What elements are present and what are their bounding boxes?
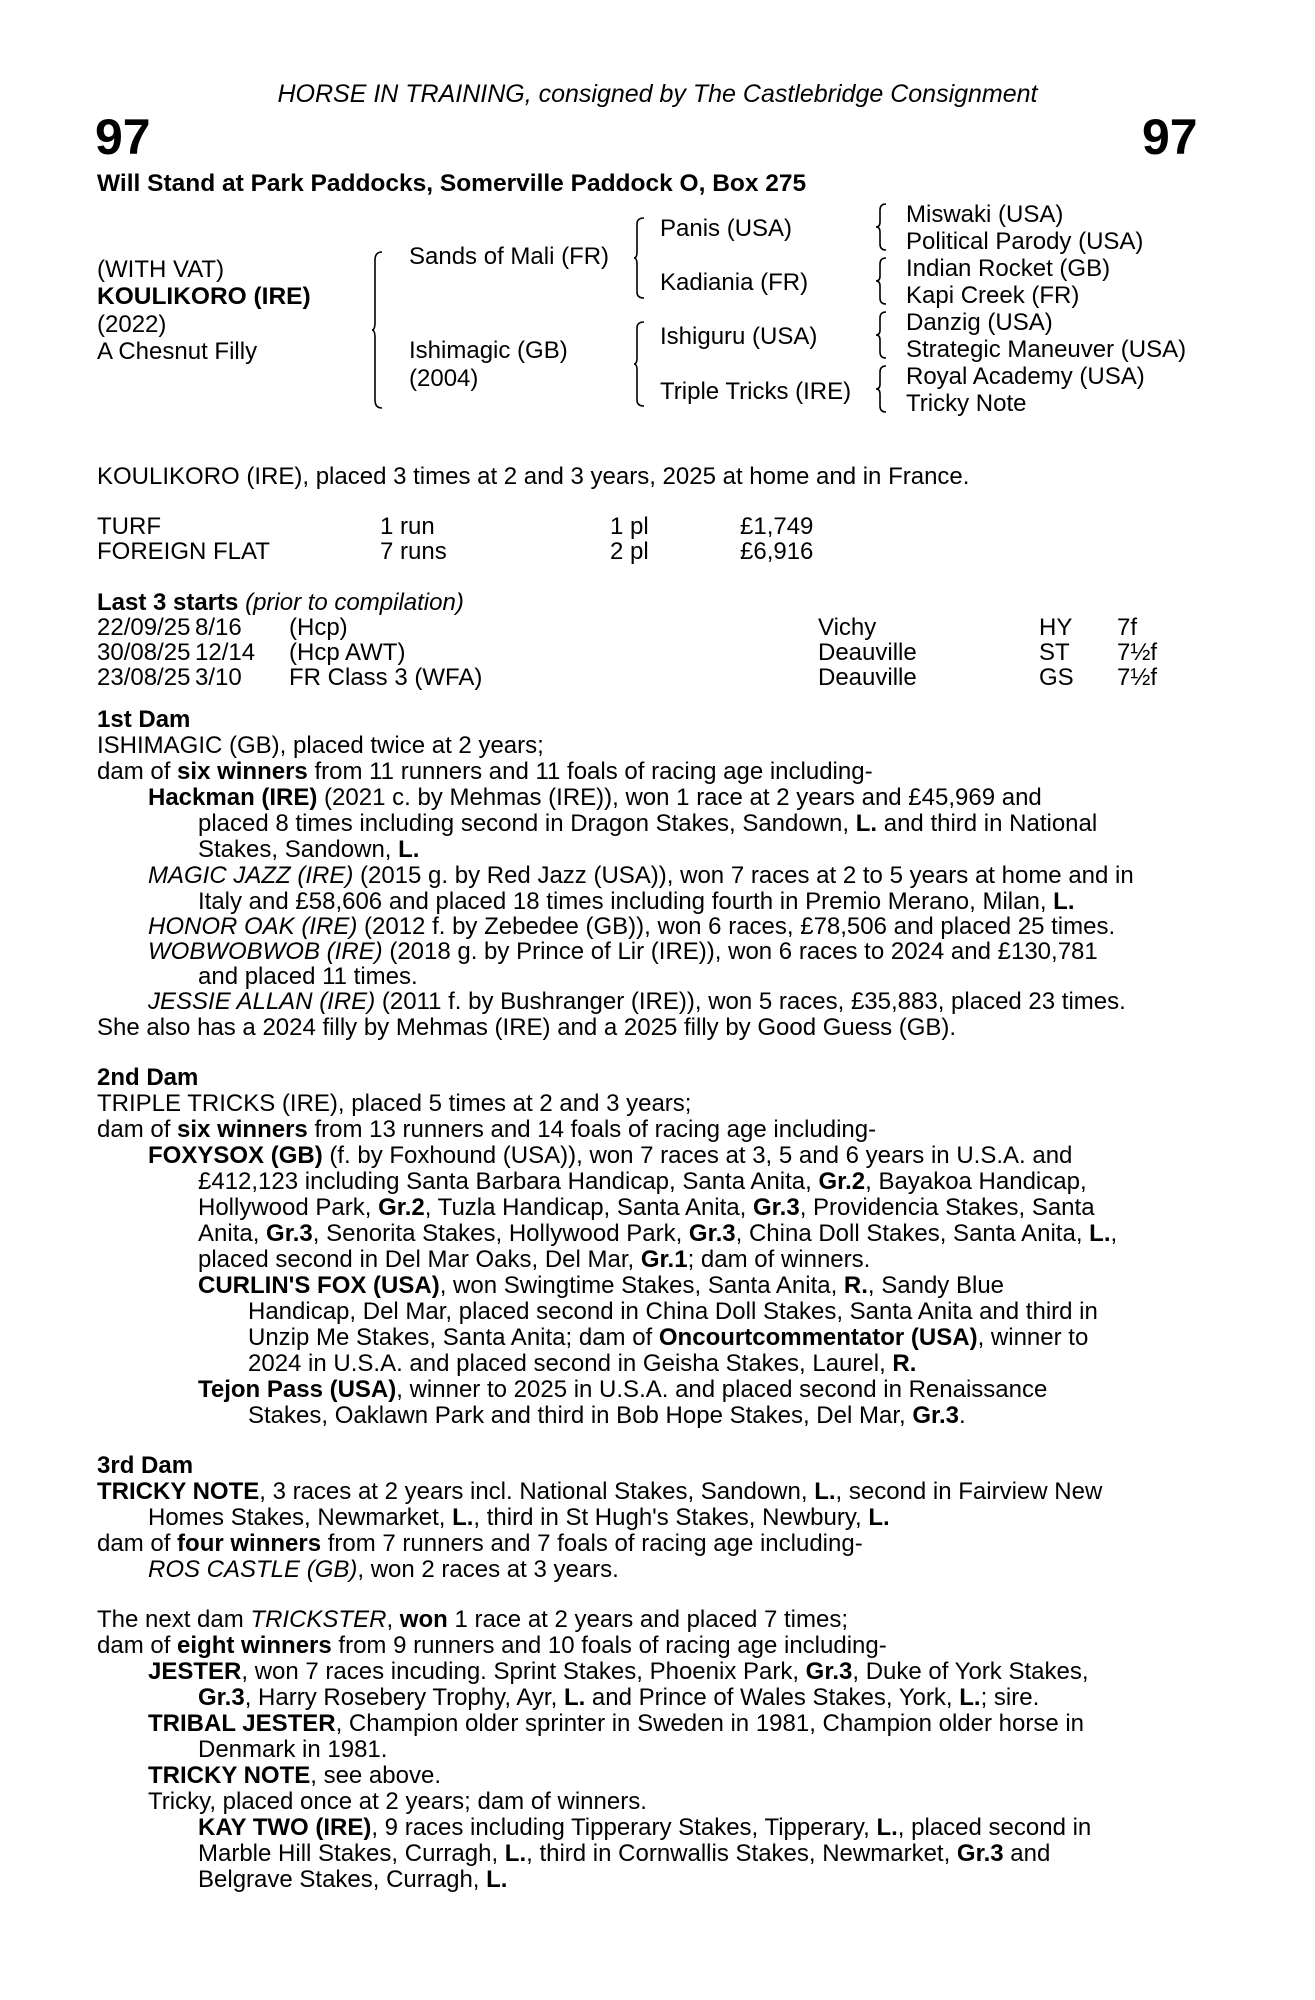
produce-tejon-pass: Tejon Pass (USA), winner to 2025 in U.S.A. and placed second in Renaissance bbox=[198, 1376, 1048, 1403]
brace-g56 bbox=[876, 310, 888, 360]
produce-tribal-jester: TRIBAL JESTER, Champion older sprinter in Sweden in 1981, Champion older horse in bbox=[148, 1710, 1085, 1737]
record-amount: £1,749 bbox=[740, 513, 814, 540]
dam-line: ISHIMAGIC (GB), placed twice at 2 years; bbox=[97, 732, 544, 759]
start-date: 30/08/25 bbox=[97, 639, 191, 666]
produce-hackman-l2: placed 8 times including second in Dragon Stakes, Sandown, L. and third in National bbox=[198, 810, 1098, 837]
produce-ros-castle: ROS CASTLE (GB), won 2 races at 3 years. bbox=[148, 1556, 619, 1583]
produce-foxysox-l2: £412,123 including Santa Barbara Handicap, Santa Anita, Gr.2, Bayakoa Handicap, bbox=[198, 1168, 1087, 1195]
g4: Kapi Creek (FR) bbox=[906, 282, 1080, 309]
produce-foxysox-l5: placed second in Del Mar Oaks, Del Mar, Gr.1; dam of winners. bbox=[198, 1246, 871, 1273]
start-course: Vichy bbox=[818, 614, 877, 641]
produce-hackman: Hackman (IRE) (2021 c. by Mehmas (IRE)), won 1 race at 2 years and £45,969 and bbox=[148, 784, 1042, 811]
produce-jester-l2: Gr.3, Harry Rosebery Trophy, Ayr, L. and Prince of Wales Stakes, York, L.; sire. bbox=[198, 1684, 1040, 1711]
start-going: HY bbox=[1039, 614, 1073, 641]
pedigree-brace-sire bbox=[634, 216, 646, 301]
horse-description: A Chesnut Filly bbox=[97, 338, 258, 365]
dam-line: The next dam TRICKSTER, won 1 race at 2 years and placed 7 times; bbox=[97, 1606, 848, 1633]
start-date: 22/09/25 bbox=[97, 614, 191, 641]
produce-hackman-l3: Stakes, Sandown, L. bbox=[198, 836, 420, 863]
dam: Ishimagic (GB) bbox=[409, 337, 568, 364]
start-position: 8/16 bbox=[195, 614, 242, 641]
sire: Sands of Mali (FR) bbox=[409, 243, 610, 270]
start-course: Deauville bbox=[818, 664, 917, 691]
g2: Political Parody (USA) bbox=[906, 228, 1144, 255]
horse-year: (2022) bbox=[97, 311, 167, 338]
produce-magic-jazz-l2: Italy and £58,606 and placed 18 times including fourth in Premio Merano, Milan, L. bbox=[198, 888, 1075, 915]
produce-tricky: Tricky, placed once at 2 years; dam of winners. bbox=[148, 1788, 647, 1815]
produce-tricky-note: TRICKY NOTE, see above. bbox=[148, 1762, 441, 1789]
start-position: 3/10 bbox=[195, 664, 242, 691]
dam-line-2: Homes Stakes, Newmarket, L., third in St Hugh's Stakes, Newbury, L. bbox=[148, 1504, 890, 1531]
start-date: 23/08/25 bbox=[97, 664, 191, 691]
g3: Indian Rocket (GB) bbox=[906, 255, 1111, 282]
produce-kay-two: KAY TWO (IRE), 9 races including Tipperary Stakes, Tipperary, L., placed second in bbox=[198, 1814, 1092, 1841]
record-runs: 1 run bbox=[380, 513, 435, 540]
brace-g12 bbox=[876, 202, 888, 252]
start-race: (Hcp) bbox=[289, 614, 348, 641]
start-course: Deauville bbox=[818, 639, 917, 666]
also-line: She also has a 2024 filly by Mehmas (IRE) and a 2025 filly by Good Guess (GB). bbox=[97, 1014, 957, 1041]
dam-dam: Triple Tricks (IRE) bbox=[660, 378, 852, 405]
record-type: TURF bbox=[97, 513, 161, 540]
vat-label: (WITH VAT) bbox=[97, 256, 225, 283]
start-going: GS bbox=[1039, 664, 1074, 691]
start-going: ST bbox=[1039, 639, 1070, 666]
start-position: 12/14 bbox=[195, 639, 256, 666]
pedigree-brace-dam bbox=[634, 320, 646, 410]
produce-wobwobwob: WOBWOBWOB (IRE) (2018 g. by Prince of Lir (IRE)), won 6 races to 2024 and £130,781 bbox=[148, 938, 1098, 965]
pedigree-brace-main bbox=[372, 250, 384, 410]
dam-year: (2004) bbox=[409, 365, 479, 392]
section-title: 3rd Dam bbox=[97, 1452, 194, 1479]
produce-curlins-fox-l4: 2024 in U.S.A. and placed second in Geisha Stakes, Laurel, R. bbox=[248, 1350, 917, 1377]
record-placed: 1 pl bbox=[610, 513, 649, 540]
dam-produce-line: dam of four winners from 7 runners and 7 foals of racing age including- bbox=[97, 1530, 863, 1557]
dam-produce-line: dam of six winners from 13 runners and 14 foals of racing age including- bbox=[97, 1116, 877, 1143]
sire-sire: Panis (USA) bbox=[660, 215, 793, 242]
last-starts-title: Last 3 starts (prior to compilation) bbox=[97, 589, 464, 616]
produce-kay-two-l2: Marble Hill Stakes, Curragh, L., third in Cornwallis Stakes, Newmarket, Gr.3 and bbox=[198, 1840, 1051, 1867]
start-distance: 7½f bbox=[1117, 639, 1158, 666]
horse-summary: KOULIKORO (IRE), placed 3 times at 2 and 3 years, 2025 at home and in France. bbox=[97, 463, 970, 490]
consignment-header: HORSE IN TRAINING, consigned by The Castlebridge Consignment bbox=[277, 80, 1038, 108]
brace-g78 bbox=[876, 364, 888, 414]
record-runs: 7 runs bbox=[380, 538, 447, 565]
produce-curlins-fox: CURLIN'S FOX (USA), won Swingtime Stakes, Santa Anita, R., Sandy Blue bbox=[198, 1272, 1005, 1299]
sire-dam: Kadiania (FR) bbox=[660, 269, 809, 296]
start-distance: 7½f bbox=[1117, 664, 1158, 691]
record-type: FOREIGN FLAT bbox=[97, 538, 270, 565]
dam-sire: Ishiguru (USA) bbox=[660, 323, 818, 350]
g7: Royal Academy (USA) bbox=[906, 363, 1145, 390]
dam-line: TRIPLE TRICKS (IRE), placed 5 times at 2 and 3 years; bbox=[97, 1090, 692, 1117]
start-race: FR Class 3 (WFA) bbox=[289, 664, 483, 691]
g8: Tricky Note bbox=[906, 390, 1027, 417]
lot-number-right: 97 bbox=[1142, 109, 1198, 165]
produce-wobwobwob-l2: and placed 11 times. bbox=[198, 963, 418, 990]
g5: Danzig (USA) bbox=[906, 309, 1053, 336]
dam-produce-line: dam of six winners from 11 runners and 11 foals of racing age including- bbox=[97, 758, 873, 785]
g1: Miswaki (USA) bbox=[906, 201, 1064, 228]
lot-number-left: 97 bbox=[95, 109, 151, 165]
start-race: (Hcp AWT) bbox=[289, 639, 406, 666]
g6: Strategic Maneuver (USA) bbox=[906, 336, 1187, 363]
section-title: 2nd Dam bbox=[97, 1064, 199, 1091]
produce-jester: JESTER, won 7 races incuding. Sprint Stakes, Phoenix Park, Gr.3, Duke of York Stakes, bbox=[148, 1658, 1089, 1685]
dam-produce-line: dam of eight winners from 9 runners and 10 foals of racing age including- bbox=[97, 1632, 887, 1659]
section-title: 1st Dam bbox=[97, 706, 191, 733]
produce-foxysox-l3: Hollywood Park, Gr.2, Tuzla Handicap, Santa Anita, Gr.3, Providencia Stakes, Santa bbox=[198, 1194, 1095, 1221]
record-amount: £6,916 bbox=[740, 538, 814, 565]
brace-g34 bbox=[876, 256, 888, 306]
record-placed: 2 pl bbox=[610, 538, 649, 565]
produce-curlins-fox-l2: Handicap, Del Mar, placed second in China Doll Stakes, Santa Anita and third in bbox=[248, 1298, 1098, 1325]
produce-tejon-pass-l2: Stakes, Oaklawn Park and third in Bob Hope Stakes, Del Mar, Gr.3. bbox=[248, 1402, 966, 1429]
produce-foxysox-l4: Anita, Gr.3, Senorita Stakes, Hollywood Park, Gr.3, China Doll Stakes, Santa Anita, L., bbox=[198, 1220, 1118, 1247]
produce-honor-oak: HONOR OAK (IRE) (2012 f. by Zebedee (GB)), won 6 races, £78,506 and placed 25 times. bbox=[148, 913, 1116, 940]
dam-line: TRICKY NOTE, 3 races at 2 years incl. National Stakes, Sandown, L., second in Fairview New bbox=[97, 1478, 1103, 1505]
stand-location: Will Stand at Park Paddocks, Somerville Paddock O, Box 275 bbox=[97, 170, 807, 197]
produce-kay-two-l3: Belgrave Stakes, Curragh, L. bbox=[198, 1866, 508, 1893]
produce-magic-jazz: MAGIC JAZZ (IRE) (2015 g. by Red Jazz (USA)), won 7 races at 2 to 5 years at home and in bbox=[148, 862, 1134, 889]
produce-curlins-fox-l3: Unzip Me Stakes, Santa Anita; dam of Oncourtcommentator (USA), winner to bbox=[248, 1324, 1089, 1351]
produce-tribal-jester-l2: Denmark in 1981. bbox=[198, 1736, 388, 1763]
produce-jessie-allan: JESSIE ALLAN (IRE) (2011 f. by Bushranger (IRE)), won 5 races, £35,883, placed 23 times. bbox=[148, 988, 1126, 1015]
produce-foxysox: FOXYSOX (GB) (f. by Foxhound (USA)), won 7 races at 3, 5 and 6 years in U.S.A. and bbox=[148, 1142, 1073, 1169]
horse-name: KOULIKORO (IRE) bbox=[97, 283, 311, 310]
start-distance: 7f bbox=[1117, 614, 1138, 641]
